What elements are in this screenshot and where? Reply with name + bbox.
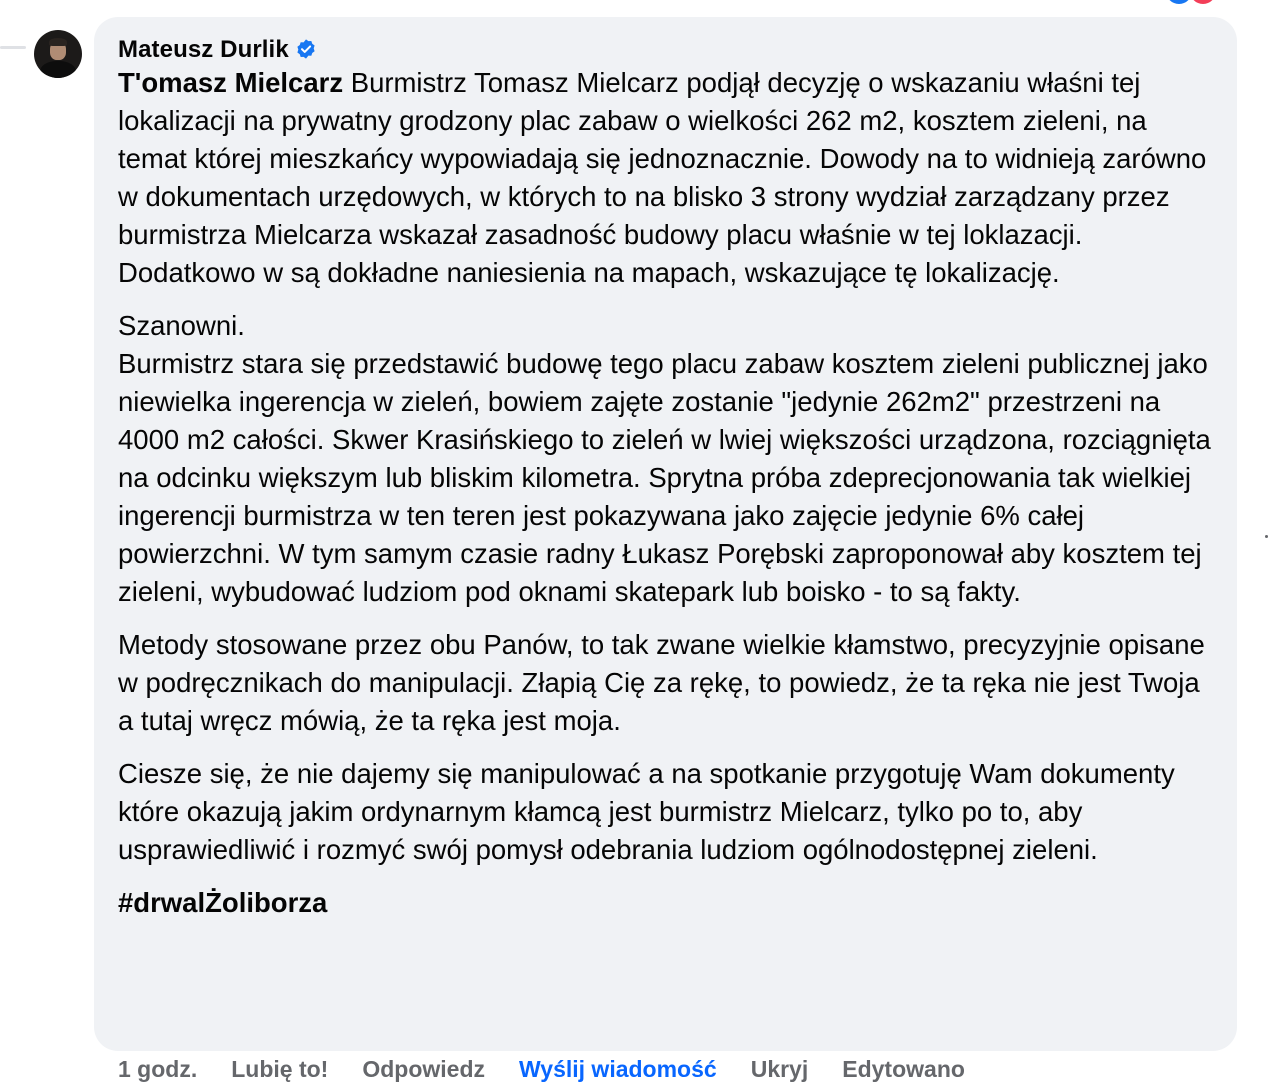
paragraph-2-text: Burmistrz stara się przedstawić budowę tego placu zabaw kosztem zieleni publicznej jako niewielka ingerencja w zieleń, bowiem zajęte zostanie "jedynie 262m2" przestrzeni na 4000 m2 całości. Skwer Krasińskiego to zieleń w lwiej większości urządzona, rozciągnięta na odcinku większym lub bliskim kilometra. Sprytna próba zdeprecjonowania tak wielkiej ingerencji burmistrza w ten teren jest pokazywana jako zajęcie jedynie 6% całej powierzchni. W tym samym czasie radny Łukasz Porębski zaproponował aby kosztem tej zieleni, wybudować ludziom pod oknami skatepark lub boisko - to są fakty. <box>118 348 1211 607</box>
scroll-dot <box>1265 535 1268 538</box>
like-reaction-icon <box>1166 0 1192 4</box>
comment-text <box>118 64 1211 922</box>
thread-connector-line <box>0 46 26 49</box>
comment-bubble <box>94 17 1237 1051</box>
comment-paragraph-1 <box>118 64 1211 292</box>
greeting-text: Szanowni. <box>118 310 245 341</box>
author-name[interactable]: Mateusz Durlik <box>118 36 289 63</box>
comment-paragraph-2 <box>118 307 1211 611</box>
hashtag-link[interactable]: #drwalŻoliborza <box>118 887 328 918</box>
reply-button[interactable]: Odpowiedz <box>362 1055 485 1082</box>
love-reaction-icon <box>1190 0 1216 4</box>
hide-button[interactable]: Ukryj <box>750 1055 809 1082</box>
paragraph-1-text: Burmistrz Tomasz Mielcarz podjął decyzję o wskazaniu właśni tej lokalizacji na prywatny grodzony plac zabaw o wielkości 262 m2, kosztem zieleni, na temat której mieszkańcy wypowiadają się jednoznacznie. Dowody na to widnieją zarówno w dokumentach urzędowych, w których to na blisko 3 strony wydział zarządzany przez burmistrza Mielcarza wskazał zasadność budowy placu właśnie w tej loklazacji. Dodatkowo w są dokładne naniesienia na mapach, wskazujące tę lokalizację. <box>118 67 1207 288</box>
mention-link[interactable]: T'omasz Mielcarz <box>118 67 344 98</box>
comment-paragraph-3: Metody stosowane przez obu Panów, to tak zwane wielkie kłamstwo, precyzyjnie opisane w podręcznikach do manipulacji. Złapią Cię za rękę, to powiedz, że ta ręka nie jest Twoja a tutaj wręcz mówią, że ta ręka jest moja. <box>118 629 1205 736</box>
timestamp-link[interactable]: 1 godz. <box>118 1055 198 1082</box>
edited-label[interactable]: Edytowano <box>842 1055 965 1082</box>
verified-badge-icon <box>295 38 317 60</box>
avatar-hair <box>49 38 67 46</box>
reaction-chips <box>1166 0 1230 4</box>
send-message-button[interactable]: Wyślij wiadomość <box>519 1055 717 1082</box>
avatar-shoulders <box>40 61 76 78</box>
author-row <box>118 36 1211 64</box>
like-button[interactable]: Lubię to! <box>231 1055 329 1082</box>
comment-actions <box>118 1054 999 1084</box>
comment-paragraph-4: Ciesze się, że nie dajemy się manipulować a na spotkanie przygotuję Wam dokumenty które okazują jakim ordynarnym kłamcą jest burmistrz Mielcarz, tylko po to, aby usprawiedliwić i rozmyć swój pomysł odebrania ludziom ogólnodostępnej zieleni. <box>118 758 1175 865</box>
avatar[interactable] <box>34 30 82 78</box>
